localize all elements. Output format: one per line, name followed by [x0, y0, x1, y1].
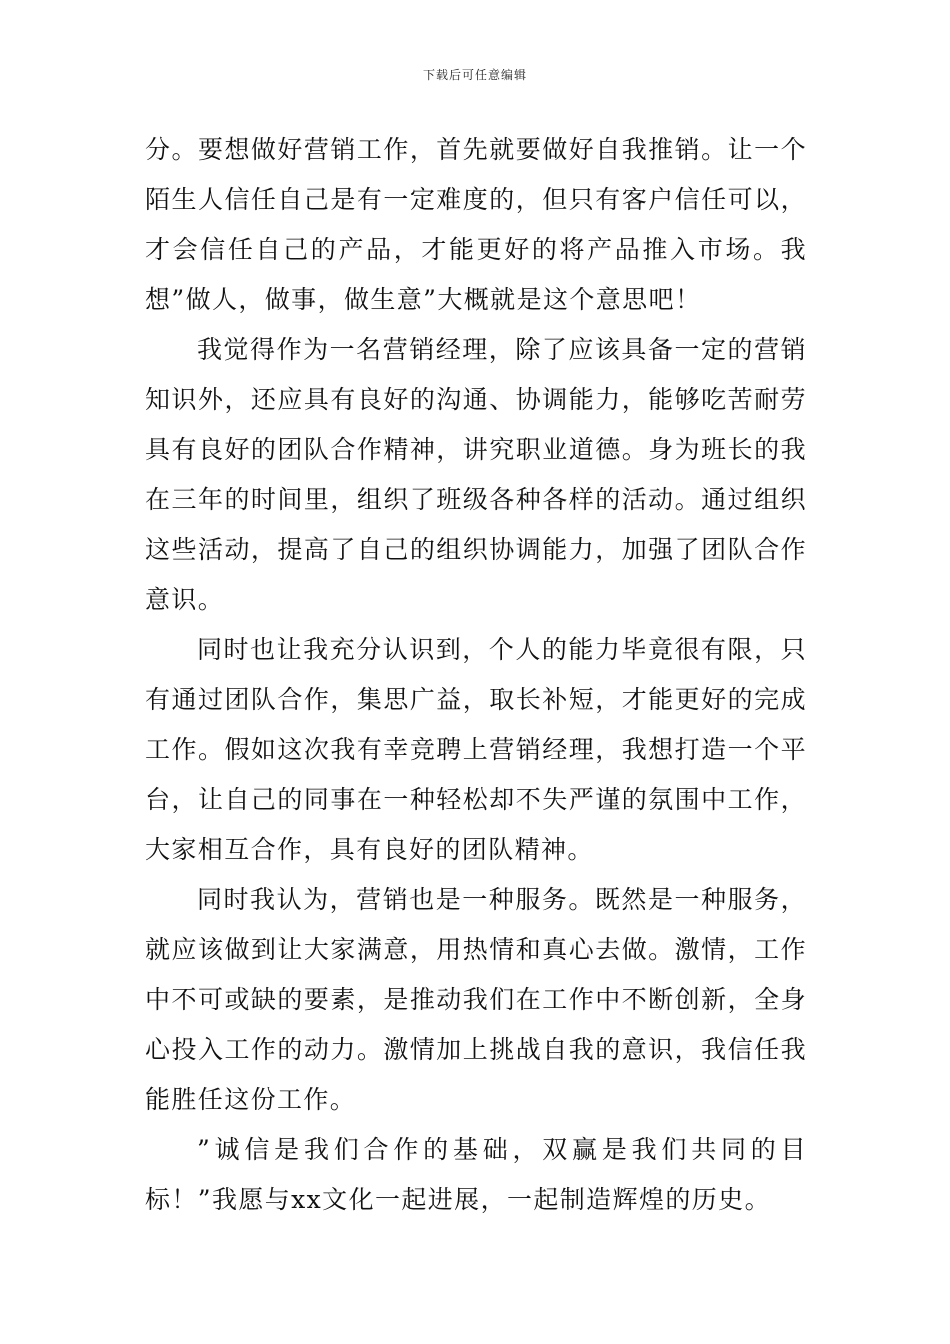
paragraph-5: ”诚信是我们合作的基础，双赢是我们共同的目标！”我愿与xx文化一起进展，一起制造辉煌的历史。	[145, 1135, 807, 1214]
paragraph-2: 我觉得作为一名营销经理，除了应该具备一定的营销知识外，还应具有良好的沟通、协调能力，能够吃苦耐劳具有良好的团队合作精神，讲究职业道德。身为班长的我在三年的时间里，组织了班级各种各样的活动。通过组织这些活动，提高了自己的组织协调能力，加强了团队合作意识。	[145, 335, 807, 614]
paragraph-4: 同时我认为，营销也是一种服务。既然是一种服务，就应该做到让大家满意，用热情和真心去做。激情，工作中不可或缺的要素，是推动我们在工作中不断创新，全身心投入工作的动力。激情加上挑战自我的意识，我信任我能胜任这份工作。	[145, 885, 807, 1114]
page-header-note: 下载后可任意编辑	[422, 68, 527, 82]
paragraph-3: 同时也让我充分认识到，个人的能力毕竟很有限，只有通过团队合作，集思广益，取长补短，才能更好的完成工作。假如这次我有幸竞聘上营销经理，我想打造一个平台，让自己的同事在一种轻松却不失严谨的氛围中工作，大家相互合作，具有良好的团队精神。	[145, 635, 807, 864]
paragraph-1: 分。要想做好营销工作，首先就要做好自我推销。让一个陌生人信任自己是有一定难度的，但只有客户信任可以，才会信任自己的产品，才能更好的将产品推入市场。我想”做人，做事，做生意”大概就是这个意思吧！	[145, 135, 807, 314]
document-body	[145, 125, 807, 1225]
